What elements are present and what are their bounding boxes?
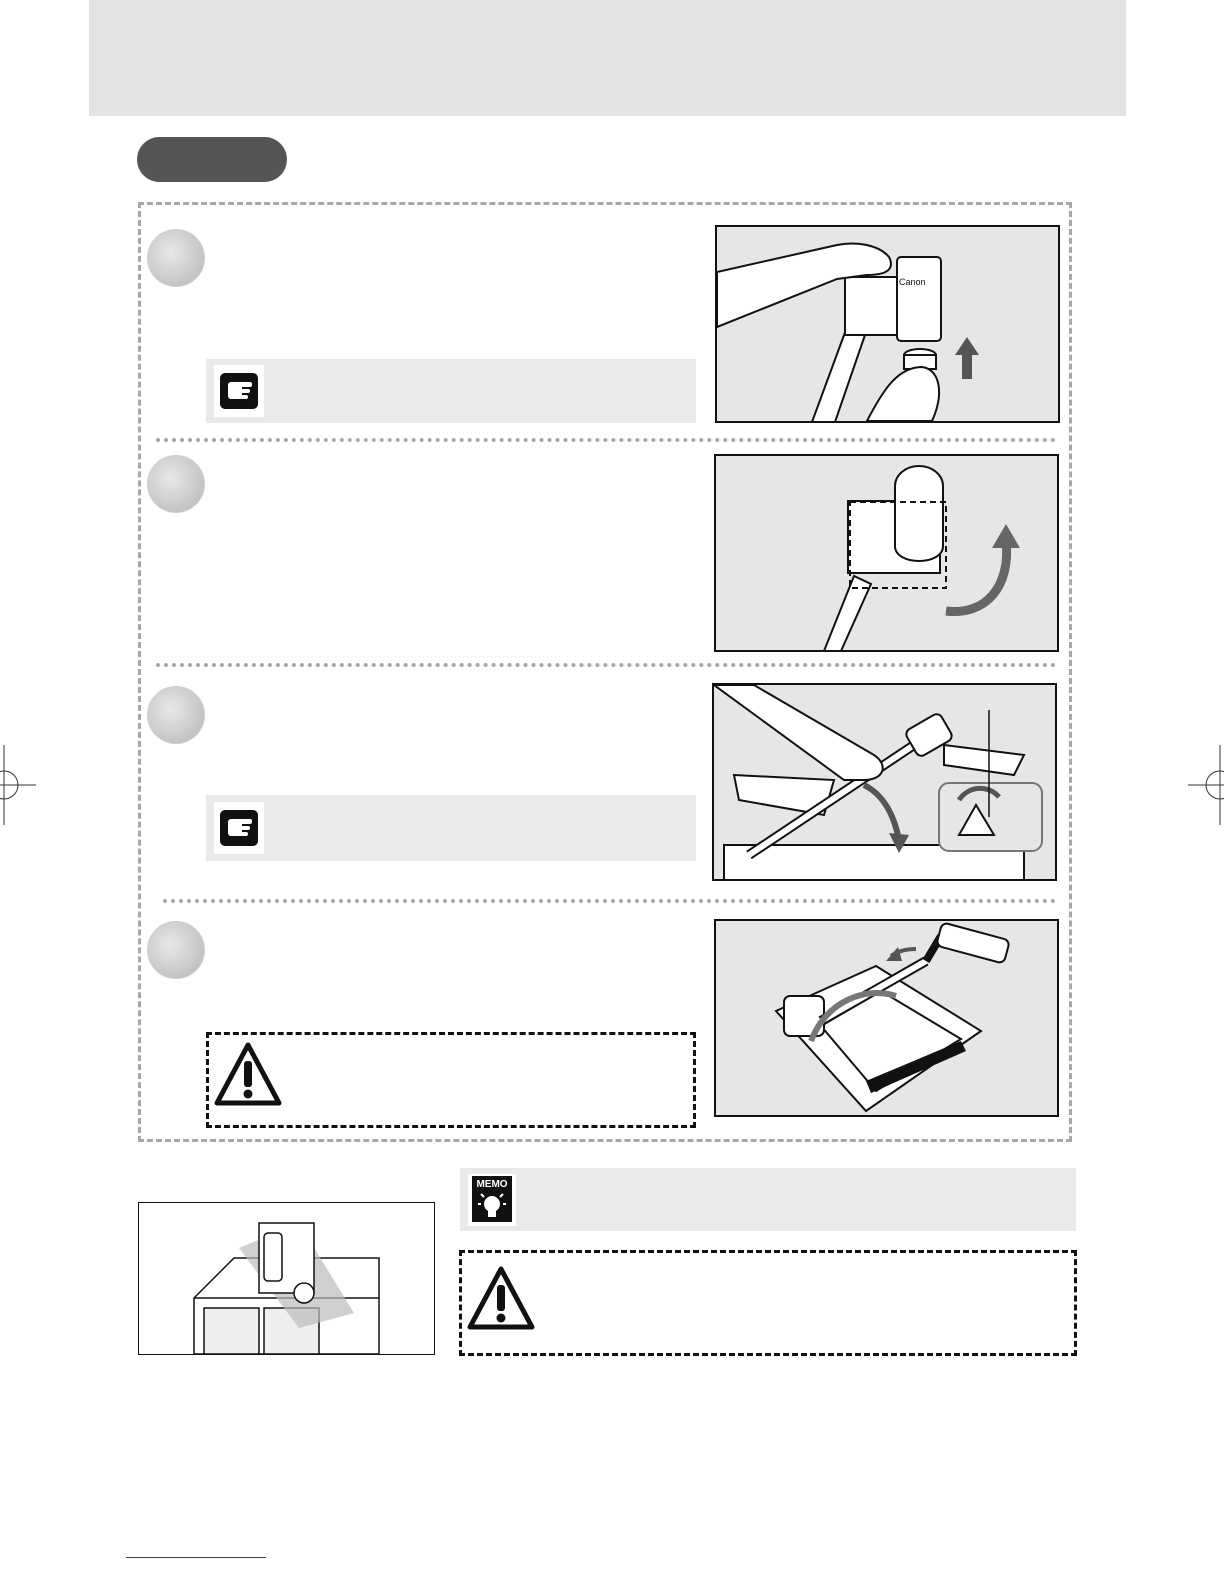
registration-mark-right bbox=[1188, 745, 1224, 825]
warning-triangle-icon bbox=[466, 1265, 536, 1331]
step-1-illustration bbox=[715, 225, 1060, 423]
step-separator bbox=[163, 899, 1056, 903]
memo-illustration bbox=[138, 1202, 435, 1355]
step-separator bbox=[156, 663, 1056, 667]
step-4-number-circle bbox=[147, 921, 205, 979]
step-separator bbox=[156, 438, 1056, 442]
footer-rule bbox=[126, 1557, 266, 1558]
step-1-brand-label: Canon bbox=[899, 277, 926, 287]
step-1-note bbox=[206, 359, 696, 423]
step-4-illustration bbox=[714, 919, 1059, 1117]
memo-badge-label: MEMO bbox=[476, 1179, 508, 1190]
step-3-note bbox=[206, 795, 696, 861]
registration-mark-left bbox=[0, 745, 36, 825]
warning-triangle-icon bbox=[213, 1041, 283, 1107]
pointing-hand-icon bbox=[214, 802, 264, 854]
bottom-caution bbox=[459, 1250, 1077, 1356]
step-1-number-circle bbox=[147, 229, 205, 287]
memo-box bbox=[460, 1168, 1076, 1231]
pointing-hand-icon bbox=[214, 365, 264, 417]
step-2-number-circle bbox=[147, 455, 205, 513]
step-3-illustration bbox=[712, 683, 1057, 881]
step-4-caution bbox=[206, 1032, 696, 1128]
header-band bbox=[89, 0, 1126, 116]
step-2-illustration bbox=[714, 454, 1059, 652]
lightbulb-memo-icon bbox=[468, 1174, 516, 1226]
section-title-pill bbox=[137, 137, 287, 182]
step-3-number-circle bbox=[147, 686, 205, 744]
